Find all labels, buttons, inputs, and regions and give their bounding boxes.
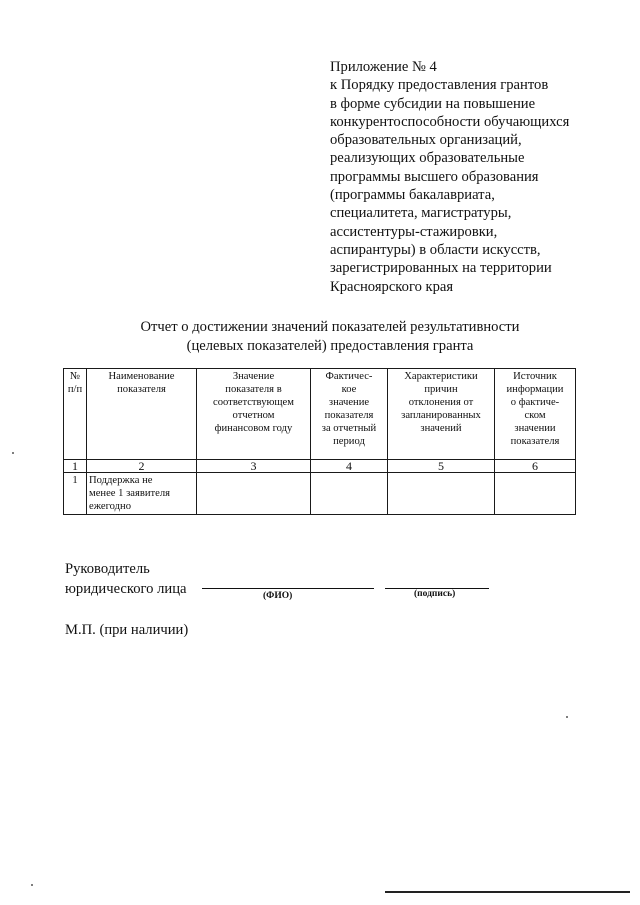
header-text: финансовом году bbox=[214, 423, 293, 434]
header-text: показателя в bbox=[225, 384, 282, 395]
header-cell-number bbox=[64, 369, 87, 460]
row-name-line: ежегодно bbox=[89, 501, 132, 512]
fio-field[interactable] bbox=[202, 572, 374, 589]
header-text: период bbox=[333, 436, 365, 447]
header-text: ском bbox=[524, 410, 546, 421]
header-text: за отчетный bbox=[321, 423, 377, 434]
bottom-edge-line bbox=[385, 891, 630, 893]
header-text: показателя bbox=[510, 436, 560, 447]
appendix-line: к Порядку предоставления грантов bbox=[330, 77, 549, 94]
header-cell-deviation-reasons bbox=[388, 369, 495, 460]
row-number: 1 bbox=[64, 473, 87, 515]
column-number: 5 bbox=[388, 460, 495, 473]
row-name-line: менее 1 заявителя bbox=[89, 488, 170, 499]
scan-speck bbox=[31, 884, 33, 886]
seal-note: М.П. (при наличии) bbox=[65, 622, 189, 638]
column-number: 3 bbox=[197, 460, 311, 473]
header-cell-name bbox=[87, 369, 197, 460]
appendix-line: ассистентуры-стажировки, bbox=[330, 223, 498, 240]
report-title bbox=[60, 318, 600, 356]
report-title-line2: (целевых показателей) предоставления гранта bbox=[186, 338, 474, 354]
header-text: № bbox=[69, 371, 81, 382]
appendix-line: зарегистрированных на территории bbox=[330, 260, 552, 277]
appendix-line: конкурентоспособности обучающихся bbox=[330, 113, 570, 130]
scan-speck bbox=[566, 716, 568, 718]
signature-label bbox=[65, 559, 187, 599]
appendix-line: Приложение № 4 bbox=[330, 59, 437, 75]
appendix-line: аспирантуры) в области искусств, bbox=[330, 241, 541, 258]
row-actual-value[interactable] bbox=[311, 473, 388, 515]
signature-field[interactable] bbox=[385, 572, 489, 589]
header-text: Фактичес- bbox=[325, 371, 373, 382]
table-row bbox=[64, 473, 576, 515]
header-text: показателя bbox=[117, 384, 166, 395]
report-title-line1: Отчет о достижении значений показателей результативности bbox=[140, 319, 520, 335]
header-text: Наименование bbox=[108, 371, 175, 382]
header-text: значений bbox=[420, 423, 462, 434]
indicators-table bbox=[63, 368, 576, 515]
appendix-line: образовательных организаций, bbox=[330, 132, 522, 149]
header-cell-actual-value bbox=[311, 369, 388, 460]
header-text: показателя bbox=[324, 410, 374, 421]
column-number: 4 bbox=[311, 460, 388, 473]
column-number: 1 bbox=[64, 460, 87, 473]
appendix-header bbox=[330, 58, 630, 296]
header-text: Характеристики bbox=[404, 371, 478, 382]
header-text: о фактиче- bbox=[510, 397, 560, 408]
header-text: Значение bbox=[232, 371, 275, 382]
fio-hint: (ФИО) bbox=[263, 591, 293, 601]
column-number: 2 bbox=[87, 460, 197, 473]
appendix-line: в форме субсидии на повышение bbox=[330, 95, 536, 112]
column-number: 6 bbox=[495, 460, 576, 473]
header-text: отклонения от bbox=[408, 397, 474, 408]
table-header-row bbox=[64, 369, 576, 460]
header-text: п/п bbox=[67, 384, 83, 395]
header-text: причин bbox=[424, 384, 458, 395]
signature-label-line1: Руководитель bbox=[65, 561, 150, 577]
row-deviation-reasons[interactable] bbox=[388, 473, 495, 515]
scan-speck bbox=[12, 452, 14, 454]
signature-label-line2: юридического лица bbox=[65, 581, 187, 597]
appendix-line: реализующих образовательные bbox=[330, 150, 525, 167]
row-source[interactable] bbox=[495, 473, 576, 515]
header-cell-source bbox=[495, 369, 576, 460]
row-name-line: Поддержка не bbox=[89, 475, 153, 486]
appendix-line: (программы бакалавриата, bbox=[330, 187, 495, 204]
appendix-line: Красноярского края bbox=[330, 278, 454, 295]
header-text: отчетном bbox=[232, 410, 275, 421]
header-cell-planned-value bbox=[197, 369, 311, 460]
appendix-line: специалитета, магистратуры, bbox=[330, 205, 512, 222]
row-planned-value[interactable] bbox=[197, 473, 311, 515]
header-text: запланированных bbox=[401, 410, 481, 421]
table-column-numbers-row bbox=[64, 460, 576, 473]
signature-hint: (подпись) bbox=[414, 589, 456, 599]
header-text: Источник bbox=[513, 371, 557, 382]
appendix-line: программы высшего образования bbox=[330, 168, 539, 185]
row-indicator-name bbox=[87, 473, 197, 515]
header-text: кое bbox=[341, 384, 357, 395]
header-text: значении bbox=[514, 423, 556, 434]
header-text: информации bbox=[506, 384, 564, 395]
header-text: соответствующем bbox=[213, 397, 294, 408]
header-text: значение bbox=[328, 397, 370, 408]
